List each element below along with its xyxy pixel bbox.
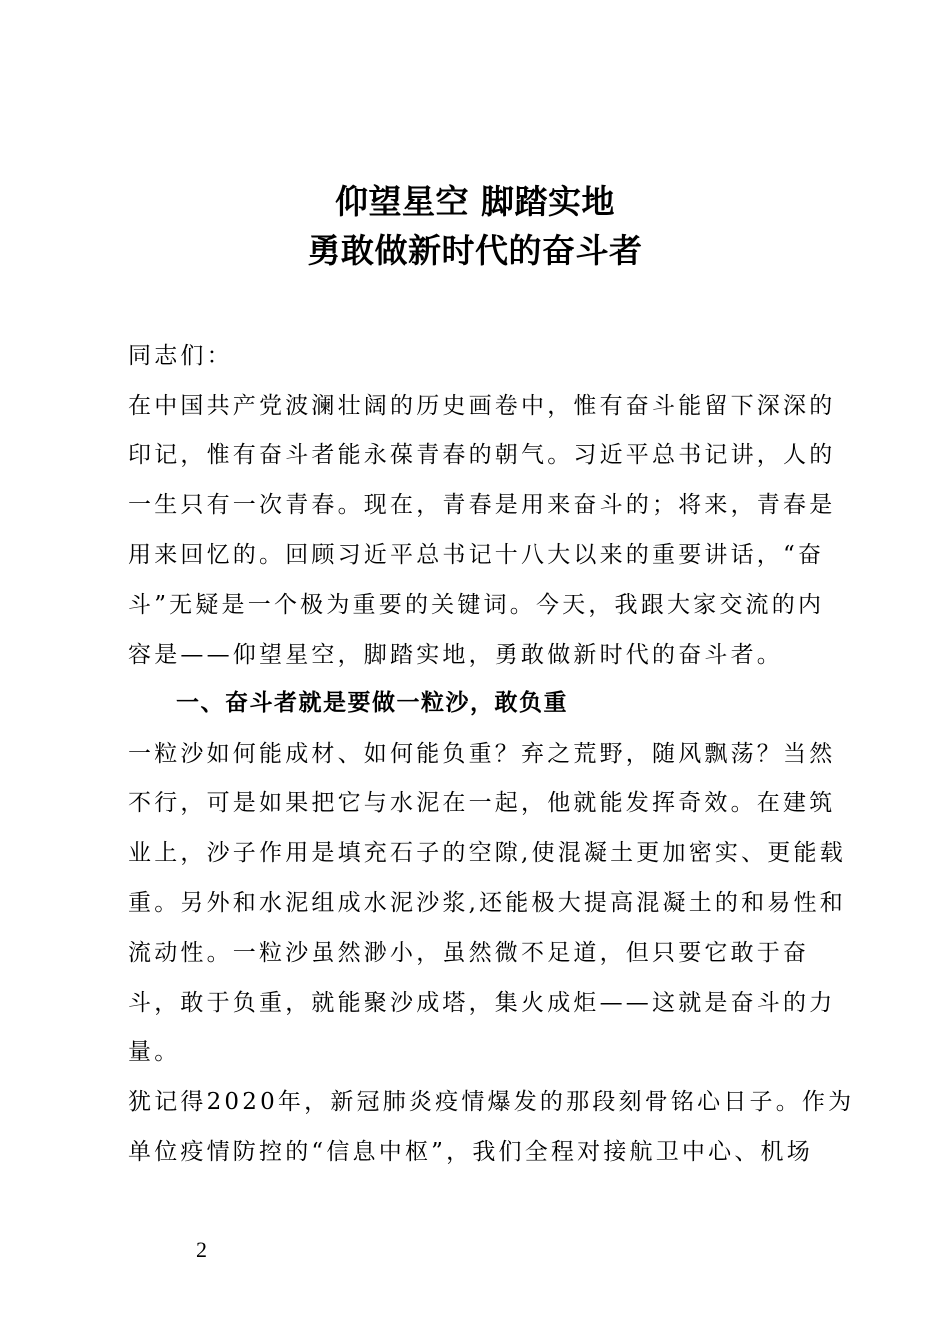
document-title-line-1: 仰望星空 脚踏实地 [335, 182, 615, 221]
paragraph-2-line-6: 斗，敢于负重，就能聚沙成塔，集火成炬——这就是奋斗的力 [128, 990, 836, 1016]
paragraph-1-line-3: 一生只有一次青春。现在，青春是用来奋斗的；将来，青春是 [128, 492, 836, 518]
paragraph-3-line-2: 单位疫情防控的“信息中枢”，我们全程对接航卫中心、机场 [128, 1139, 813, 1165]
salutation: 同志们： [128, 343, 233, 369]
paragraph-2-line-7: 量。 [128, 1039, 181, 1065]
paragraph-3-line-1: 犹记得2020年，新冠肺炎疫情爆发的那段刻骨铭心日子。作为 [128, 1089, 855, 1115]
paragraph-2-line-5: 流动性。一粒沙虽然渺小，虽然微不足道，但只要它敢于奋 [128, 940, 810, 966]
paragraph-1-line-6: 容是——仰望星空，脚踏实地，勇敢做新时代的奋斗者。 [128, 642, 783, 668]
paragraph-1-line-1: 在中国共产党波澜壮阔的历史画卷中，惟有奋斗能留下深深的 [128, 393, 836, 419]
paragraph-2-line-4: 重。另外和水泥组成水泥沙浆,还能极大提高混凝土的和易性和 [128, 890, 846, 916]
paragraph-2-line-1: 一粒沙如何能成材、如何能负重？弃之荒野，随风飘荡？当然 [128, 741, 836, 767]
section-1-heading: 一、奋斗者就是要做一粒沙，敢负重 [176, 690, 568, 716]
paragraph-1-line-2: 印记，惟有奋斗者能永葆青春的朝气。习近平总书记讲，人的 [128, 442, 836, 468]
page-number: 2 [196, 1237, 207, 1262]
paragraph-1-line-5: 斗”无疑是一个极为重要的关键词。今天，我跟大家交流的内 [128, 592, 825, 618]
paragraph-2-line-3: 业上，沙子作用是填充石子的空隙,使混凝土更加密实、更能载 [128, 840, 846, 866]
paragraph-2-line-2: 不行，可是如果把它与水泥在一起，他就能发挥奇效。在建筑 [128, 790, 836, 816]
document-title-line-2: 勇敢做新时代的奋斗者 [307, 231, 643, 270]
paragraph-1-line-4: 用来回忆的。回顾习近平总书记十八大以来的重要讲话，“奋 [128, 542, 825, 568]
